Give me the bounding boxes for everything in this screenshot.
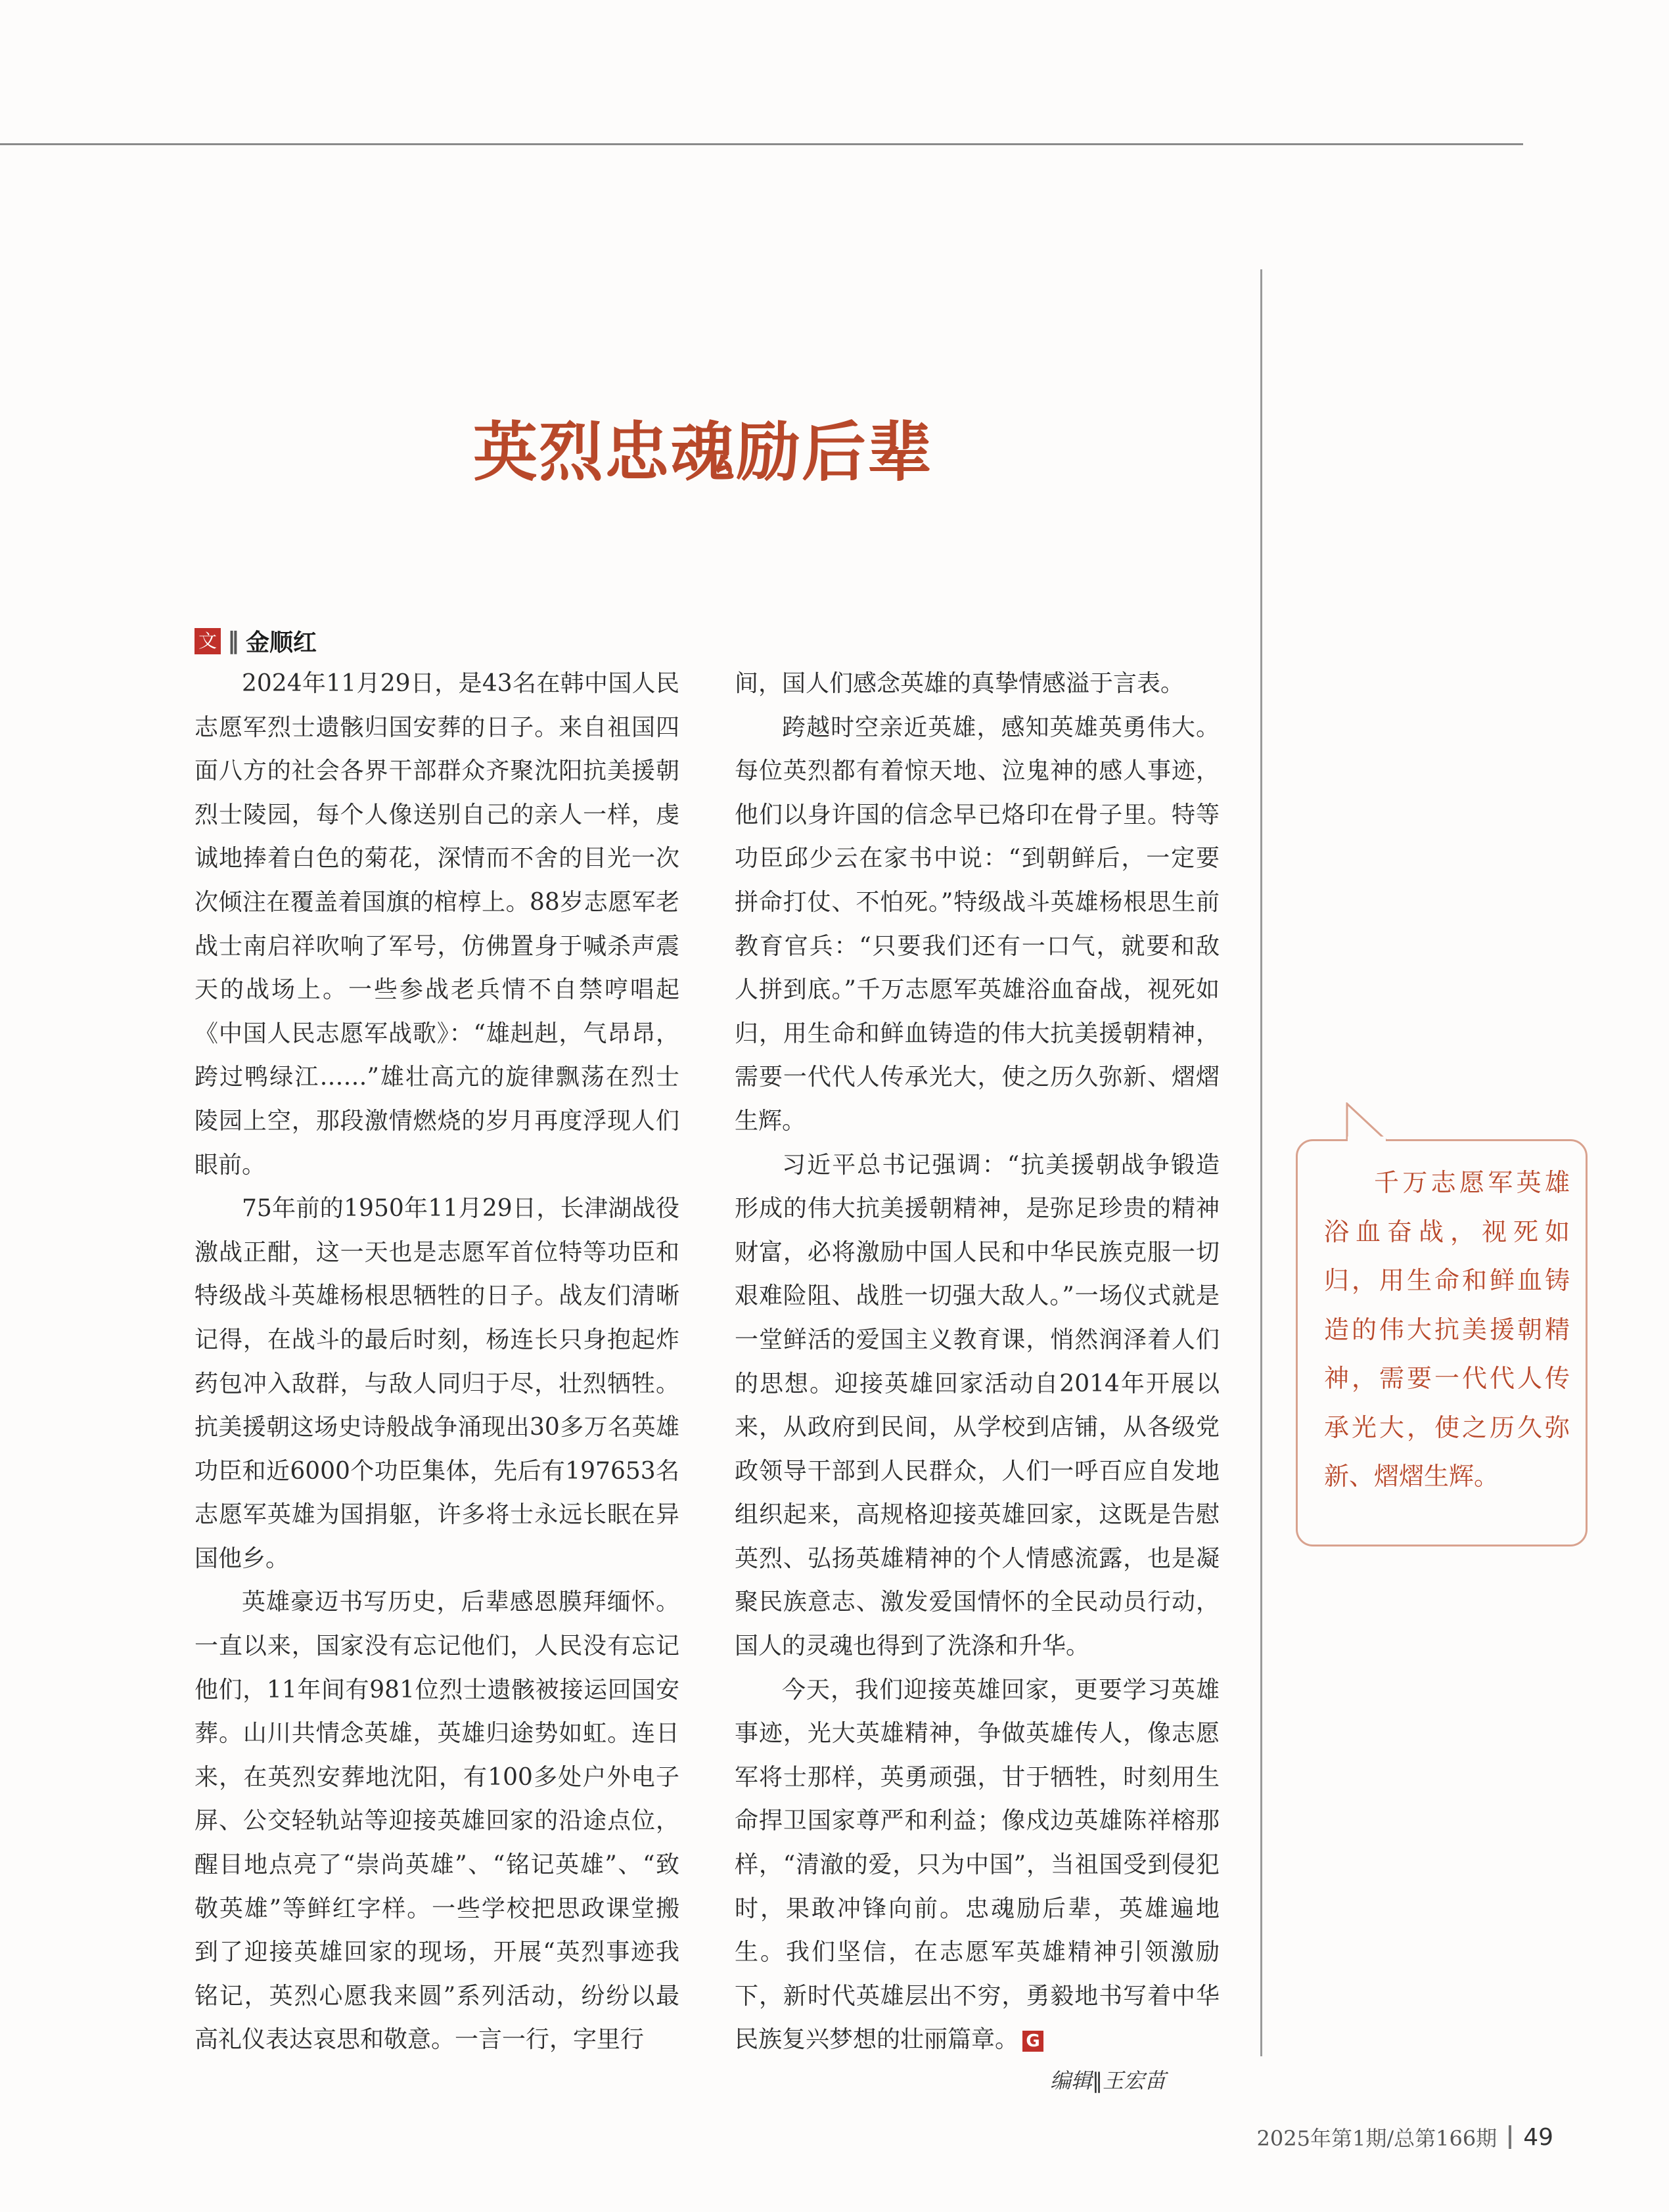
author-name: 金顺红 — [246, 629, 317, 656]
paragraph: 今天，我们迎接英雄回家，更要学习英雄事迹，光大英雄精神，争做英雄传人，像志愿军将士那样，英勇顽强，甘于牺牲，时刻用生命捍卫国家尊严和利益；像戍边英雄陈祥榕那样，“清澈的爱，只为中国”，当祖国受到侵犯时，果敢冲锋向前。忠魂励后辈，英雄遍地生。我们坚信，在志愿军英雄精神引领激励下，新时代英雄层出不穷，勇毅地书写着中华民族复兴梦想的壮丽篇章。 — [735, 1676, 1220, 2054]
paragraph: 跨越时空亲近英雄，感知英雄英勇伟大。每位英烈都有着惊天地、泣鬼神的感人事迹，他们以身许国的信念早已烙印在骨子里。特等功臣邱少云在家书中说：“到朝鲜后，一定要拼命打仗、不怕死。”特级战斗英雄杨根思生前教育官兵：“只要我们还有一口气，就要和敌人拼到底。”千万志愿军英雄浴血奋战，视死如归，用生命和鲜血铸造的伟大抗美援朝精神，需要一代代人传承光大，使之历久弥新、熠熠生辉。 — [735, 713, 1220, 1135]
callout-pointer — [1340, 1102, 1393, 1142]
paragraph: 75年前的1950年11月29日，长津湖战役激战正酣，这一天也是志愿军首位特等功臣和特级战斗英雄杨根思牺牲的日子。战友们清晰记得，在战斗的最后时刻，杨连长只身抱起炸药包冲入敌群，与敌人同归于尽，壮烈牺牲。抗美援朝这场史诗般战争涌现出30多万名英雄功臣和近6000个功臣集体，先后有197653名志愿军英雄为国捐躯，许多将士永远长眠在异国他乡。 — [194, 1195, 679, 1572]
pull-quote-text: 千万志愿军英雄浴血奋战，视死如归，用生命和鲜血铸造的伟大抗美援朝精神，需要一代代人传承光大，使之历久弥新、熠熠生辉。 — [1324, 1168, 1570, 1491]
article-title: 英烈忠魂励后辈 — [472, 415, 933, 490]
paragraph: 英雄豪迈书写历史，后辈感恩膜拜缅怀。一直以来，国家没有忘记他们，人民没有忘记他们，11年间有981位烈士遗骸被接运回国安葬。山川共情念英雄，英雄归途势如虹。连日来，在英烈安葬地沈阳，有100多处户外电子屏、公交轻轨站等迎接英雄回家的沿途点位，醒目地点亮了“崇尚英雄”、“铭记英雄”、“致敬英雄”等鲜红字样。一些学校把思政课堂搬到了迎接英雄回家的现场，开展“英烈事迹我铭记，英烈心愿我来圆”系列活动，纷纷以最高礼仪表达哀思和敬意。一言一行，字里行 — [194, 1589, 679, 2054]
issue-info: 2025年第1期/总第166期 — [1256, 2126, 1498, 2151]
footer-divider — [1509, 2125, 1511, 2149]
paragraph: 习近平总书记强调：“抗美援朝战争锻造形成的伟大抗美援朝精神，是弥足珍贵的精神财富，必将激励中国人民和中华民族克服一切艰难险阻、战胜一切强大敌人。”一场仪式就是一堂鲜活的爱国主义教育课，悄然润泽着人们的思想。迎接英雄回家活动自2014年开展以来，从政府到民间，从学校到店铺，从各级党政领导干部到人民群众，人们一呼百应自发地组织起来，高规格迎接英雄回家，这既是告慰英烈、弘扬英雄精神的个人情感流露，也是凝聚民族意志、激发爱国情怀的全民动员行动，国人的灵魂也得到了洗涤和升华。 — [735, 1151, 1220, 1660]
header-rule — [0, 143, 1523, 145]
page-number: 49 — [1523, 2123, 1553, 2151]
pull-quote-box — [1296, 1139, 1588, 1546]
callout-pointer-mask — [1340, 1137, 1393, 1143]
paragraph: 2024年11月29日，是43名在韩中国人民志愿军烈士遗骸归国安葬的日子。来自祖国四面八方的社会各界干部群众齐聚沈阳抗美援朝烈士陵园，每个人像送别自己的亲人一样，虔诚地捧着白色的菊花，深情而不舍的目光一次次倾注在覆盖着国旗的棺椁上。88岁志愿军老战士南启祥吹响了军号，仿佛置身于喊杀声震天的战场上。一些参战老兵情不自禁哼唱起《中国人民志愿军战歌》：“雄赳赳，气昂昂，跨过鸭绿江……”雄壮高亢的旋律飘荡在烈士陵园上空，那段激情燃烧的岁月再度浮现人们眼前。 — [194, 670, 679, 1179]
editor-credit: 编辑‖王宏苗 — [1050, 2068, 1166, 2093]
article-column-right — [735, 662, 1220, 2062]
byline — [194, 624, 317, 658]
column-divider — [1260, 269, 1262, 2056]
byline-separator: ‖ — [227, 627, 239, 654]
page-footer — [1257, 2122, 1553, 2152]
end-mark-icon: G — [1022, 2031, 1043, 2052]
paragraph-continued: 间，国人们感念英雄的真挚情感溢于言表。 — [735, 670, 1185, 697]
paragraph-final — [735, 1669, 1220, 2062]
author-label-icon: 文 — [194, 628, 221, 654]
article-column-left — [194, 662, 679, 2062]
